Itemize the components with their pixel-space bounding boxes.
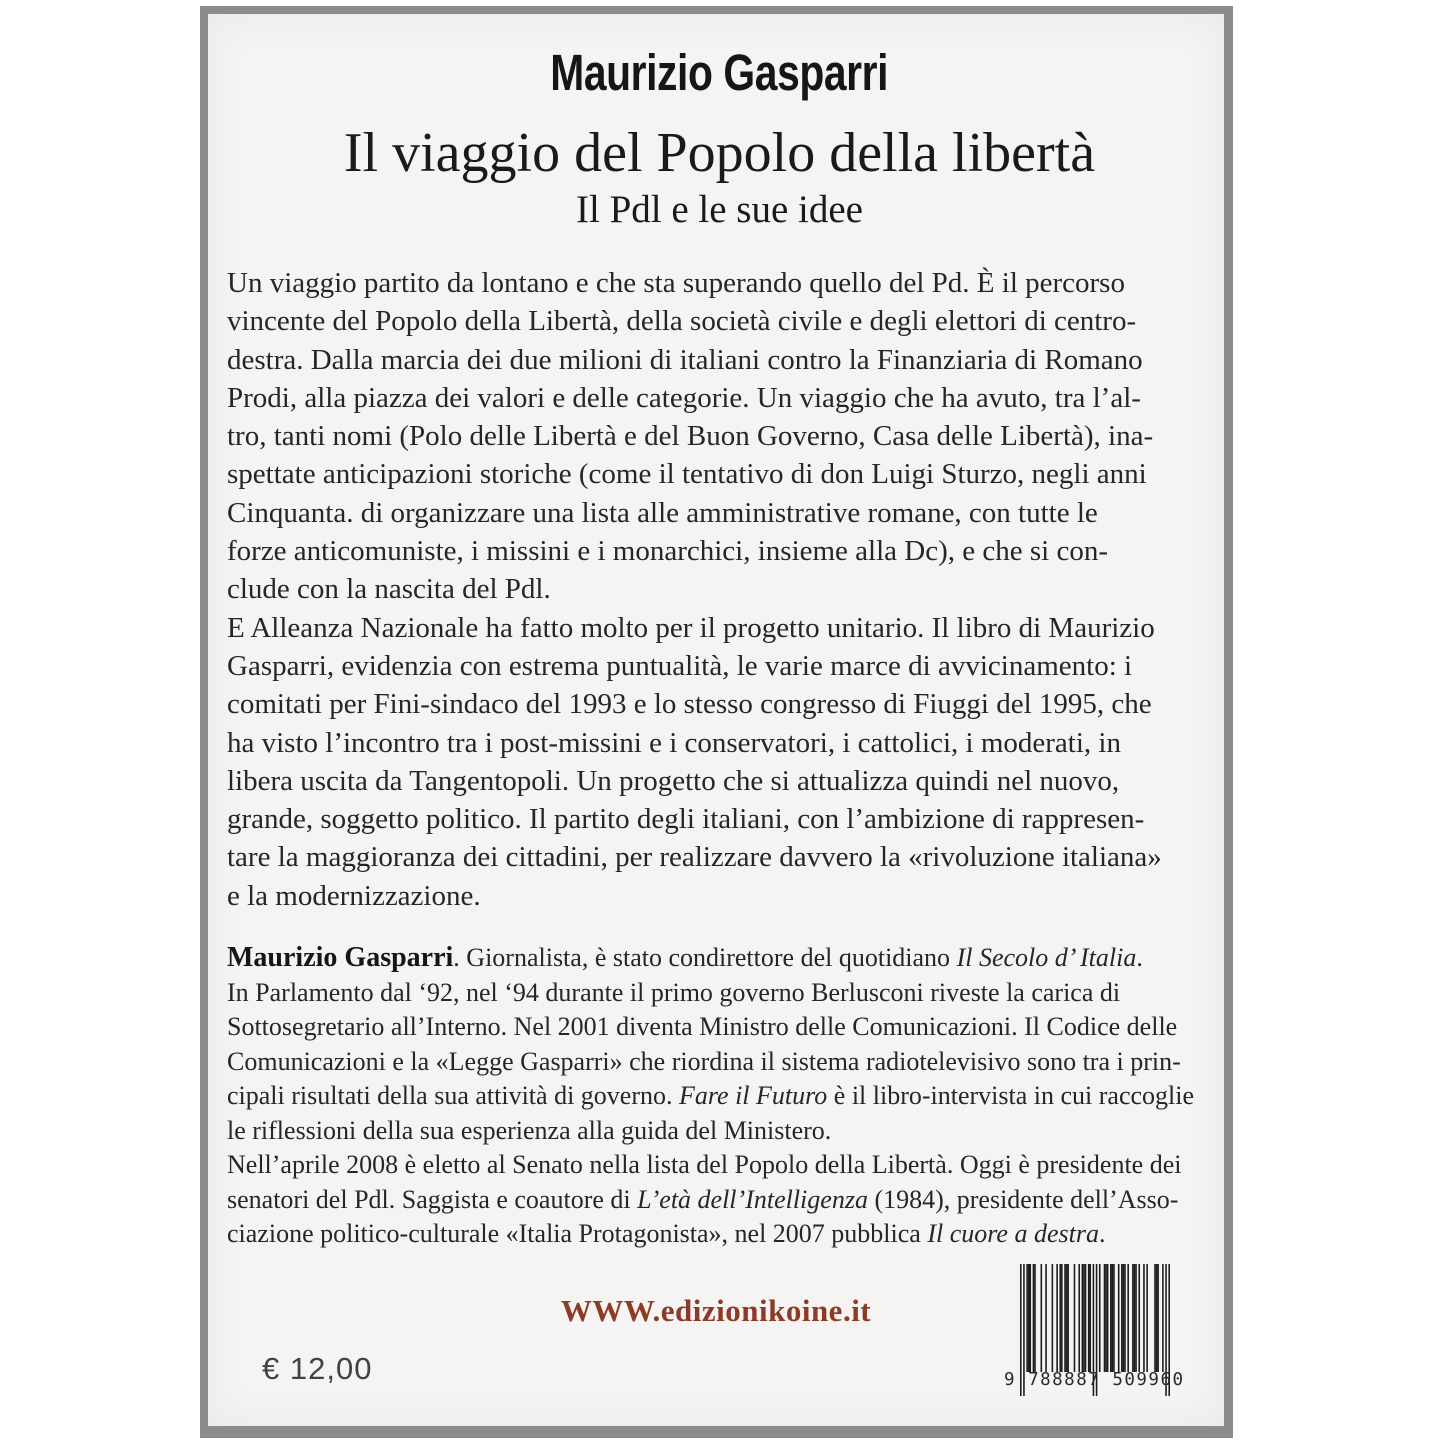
- text-line: clude con la nascita del Pdl.: [227, 573, 551, 606]
- synopsis-paragraph-2: [227, 609, 1212, 915]
- author-name: [227, 46, 1212, 113]
- bio-line: In Parlamento dal ‘92, nel ‘94 durante il primo governo Berlusconi riveste la carica di: [227, 977, 1121, 1007]
- synopsis-paragraph-1: [227, 264, 1212, 609]
- text-line: e la modernizzazione.: [227, 879, 481, 912]
- book-subtitle: Il Pdl e le sue idee: [576, 188, 863, 231]
- title-block: [227, 14, 1212, 233]
- text-line: Un viaggio partito da lontano e che sta superando quello del Pd. È il percorso: [227, 267, 1125, 299]
- text-line: destra. Dalla marcia dei due milioni di italiani contro la Finanziaria di Romano: [227, 343, 1143, 376]
- book-ref-fare-il-futuro: Fare il Futuro: [679, 1081, 828, 1111]
- book-title: Il viaggio del Popolo della libertà: [343, 122, 1096, 184]
- book-ref-cuore-a-destra: Il cuore a destra: [927, 1219, 1099, 1249]
- bio-line: Maurizio Gasparri. Giornalista, è stato condirettore del quotidiano Il Secolo d’ Italia.: [227, 942, 1143, 974]
- text-line: forze anticomuniste, i missini e i monarchici, insieme alla Dc), e che si con-: [227, 535, 1108, 568]
- bio-line: cipali risultati della sua attività di governo. Fare il Futuro è il libro-intervista in cui raccoglie: [227, 1081, 1195, 1111]
- text-line: tare la maggioranza dei cittadini, per realizzare davvero la «rivoluzione italiana»: [227, 841, 1162, 874]
- author-bio: [227, 941, 1212, 1252]
- bio-line: ciazione politico-culturale «Italia Protagonista», nel 2007 pubblica Il cuore a destra.: [227, 1219, 1106, 1249]
- barcode: [1004, 1264, 1204, 1409]
- text-line: ha visto l’incontro tra i post-missini e i conservatori, i cattolici, i moderati, in: [227, 726, 1121, 759]
- bio-author-lead: Maurizio Gasparri: [227, 942, 454, 974]
- text-line: Gasparri, evidenzia con estrema puntualità, le varie marce di avvicinamento: i: [227, 649, 1133, 682]
- text-line: grande, soggetto politico. Il partito degli italiani, con l’ambizione di rappresen-: [227, 803, 1145, 836]
- text-line: libera uscita da Tangentopoli. Un progetto che si attualizza quindi nel nuovo,: [227, 764, 1120, 797]
- bio-line: Comunicazioni e la «Legge Gasparri» che riordina il sistema radiotelevisivo sono tra i prin-: [227, 1046, 1181, 1076]
- text-line: comitati per Fini-sindaco del 1993 e lo stesso congresso di Fiuggi del 1995, che: [227, 688, 1152, 721]
- bio-line: senatori del Pdl. Saggista e coautore di L’età dell’Intelligenza (1984), presidente dell’Asso-: [227, 1184, 1179, 1214]
- author-name-text: Maurizio Gasparri: [550, 44, 889, 101]
- barcode-digits: 9 788887 509960: [1004, 1370, 1185, 1390]
- book-back-cover: [200, 6, 1233, 1438]
- publisher-url: WWW.edizionikoine.it: [560, 1293, 872, 1328]
- text-line: vincente del Popolo della Libertà, della società civile e degli elettori di centro-: [227, 305, 1137, 338]
- bio-line: le riflessioni della sua esperienza alla guida del Ministero.: [227, 1115, 832, 1145]
- book-ref-eta-intelligenza: L’età dell’Intelligenza: [637, 1184, 868, 1214]
- text-line: tro, tanti nomi (Polo delle Libertà e del Buon Governo, Casa delle Libertà), ina-: [227, 420, 1154, 453]
- text-line: Cinquanta. di organizzare una lista alle amministrative romane, con tutte le: [227, 496, 1098, 529]
- text-line: spettate anticipazioni storiche (come il tentativo di don Luigi Sturzo, negli anni: [227, 458, 1147, 491]
- book-ref-secolo-italia: Il Secolo d’ Italia: [956, 943, 1137, 973]
- text-line: Prodi, alla piazza dei valori e delle categorie. Un viaggio che ha avuto, tra l’al-: [227, 381, 1141, 414]
- price-label: € 12,00: [262, 1351, 373, 1386]
- synopsis: [227, 264, 1212, 915]
- text-line: E Alleanza Nazionale ha fatto molto per il progetto unitario. Il libro di Maurizio: [227, 611, 1155, 644]
- cover-content: [208, 14, 1224, 1252]
- bio-line: Sottosegretario all’Interno. Nel 2001 diventa Ministro delle Comunicazioni. Il Codice delle: [227, 1012, 1178, 1042]
- bio-line: Nell’aprile 2008 è eletto al Senato nella lista del Popolo della Libertà. Oggi è presidente dei: [227, 1150, 1182, 1180]
